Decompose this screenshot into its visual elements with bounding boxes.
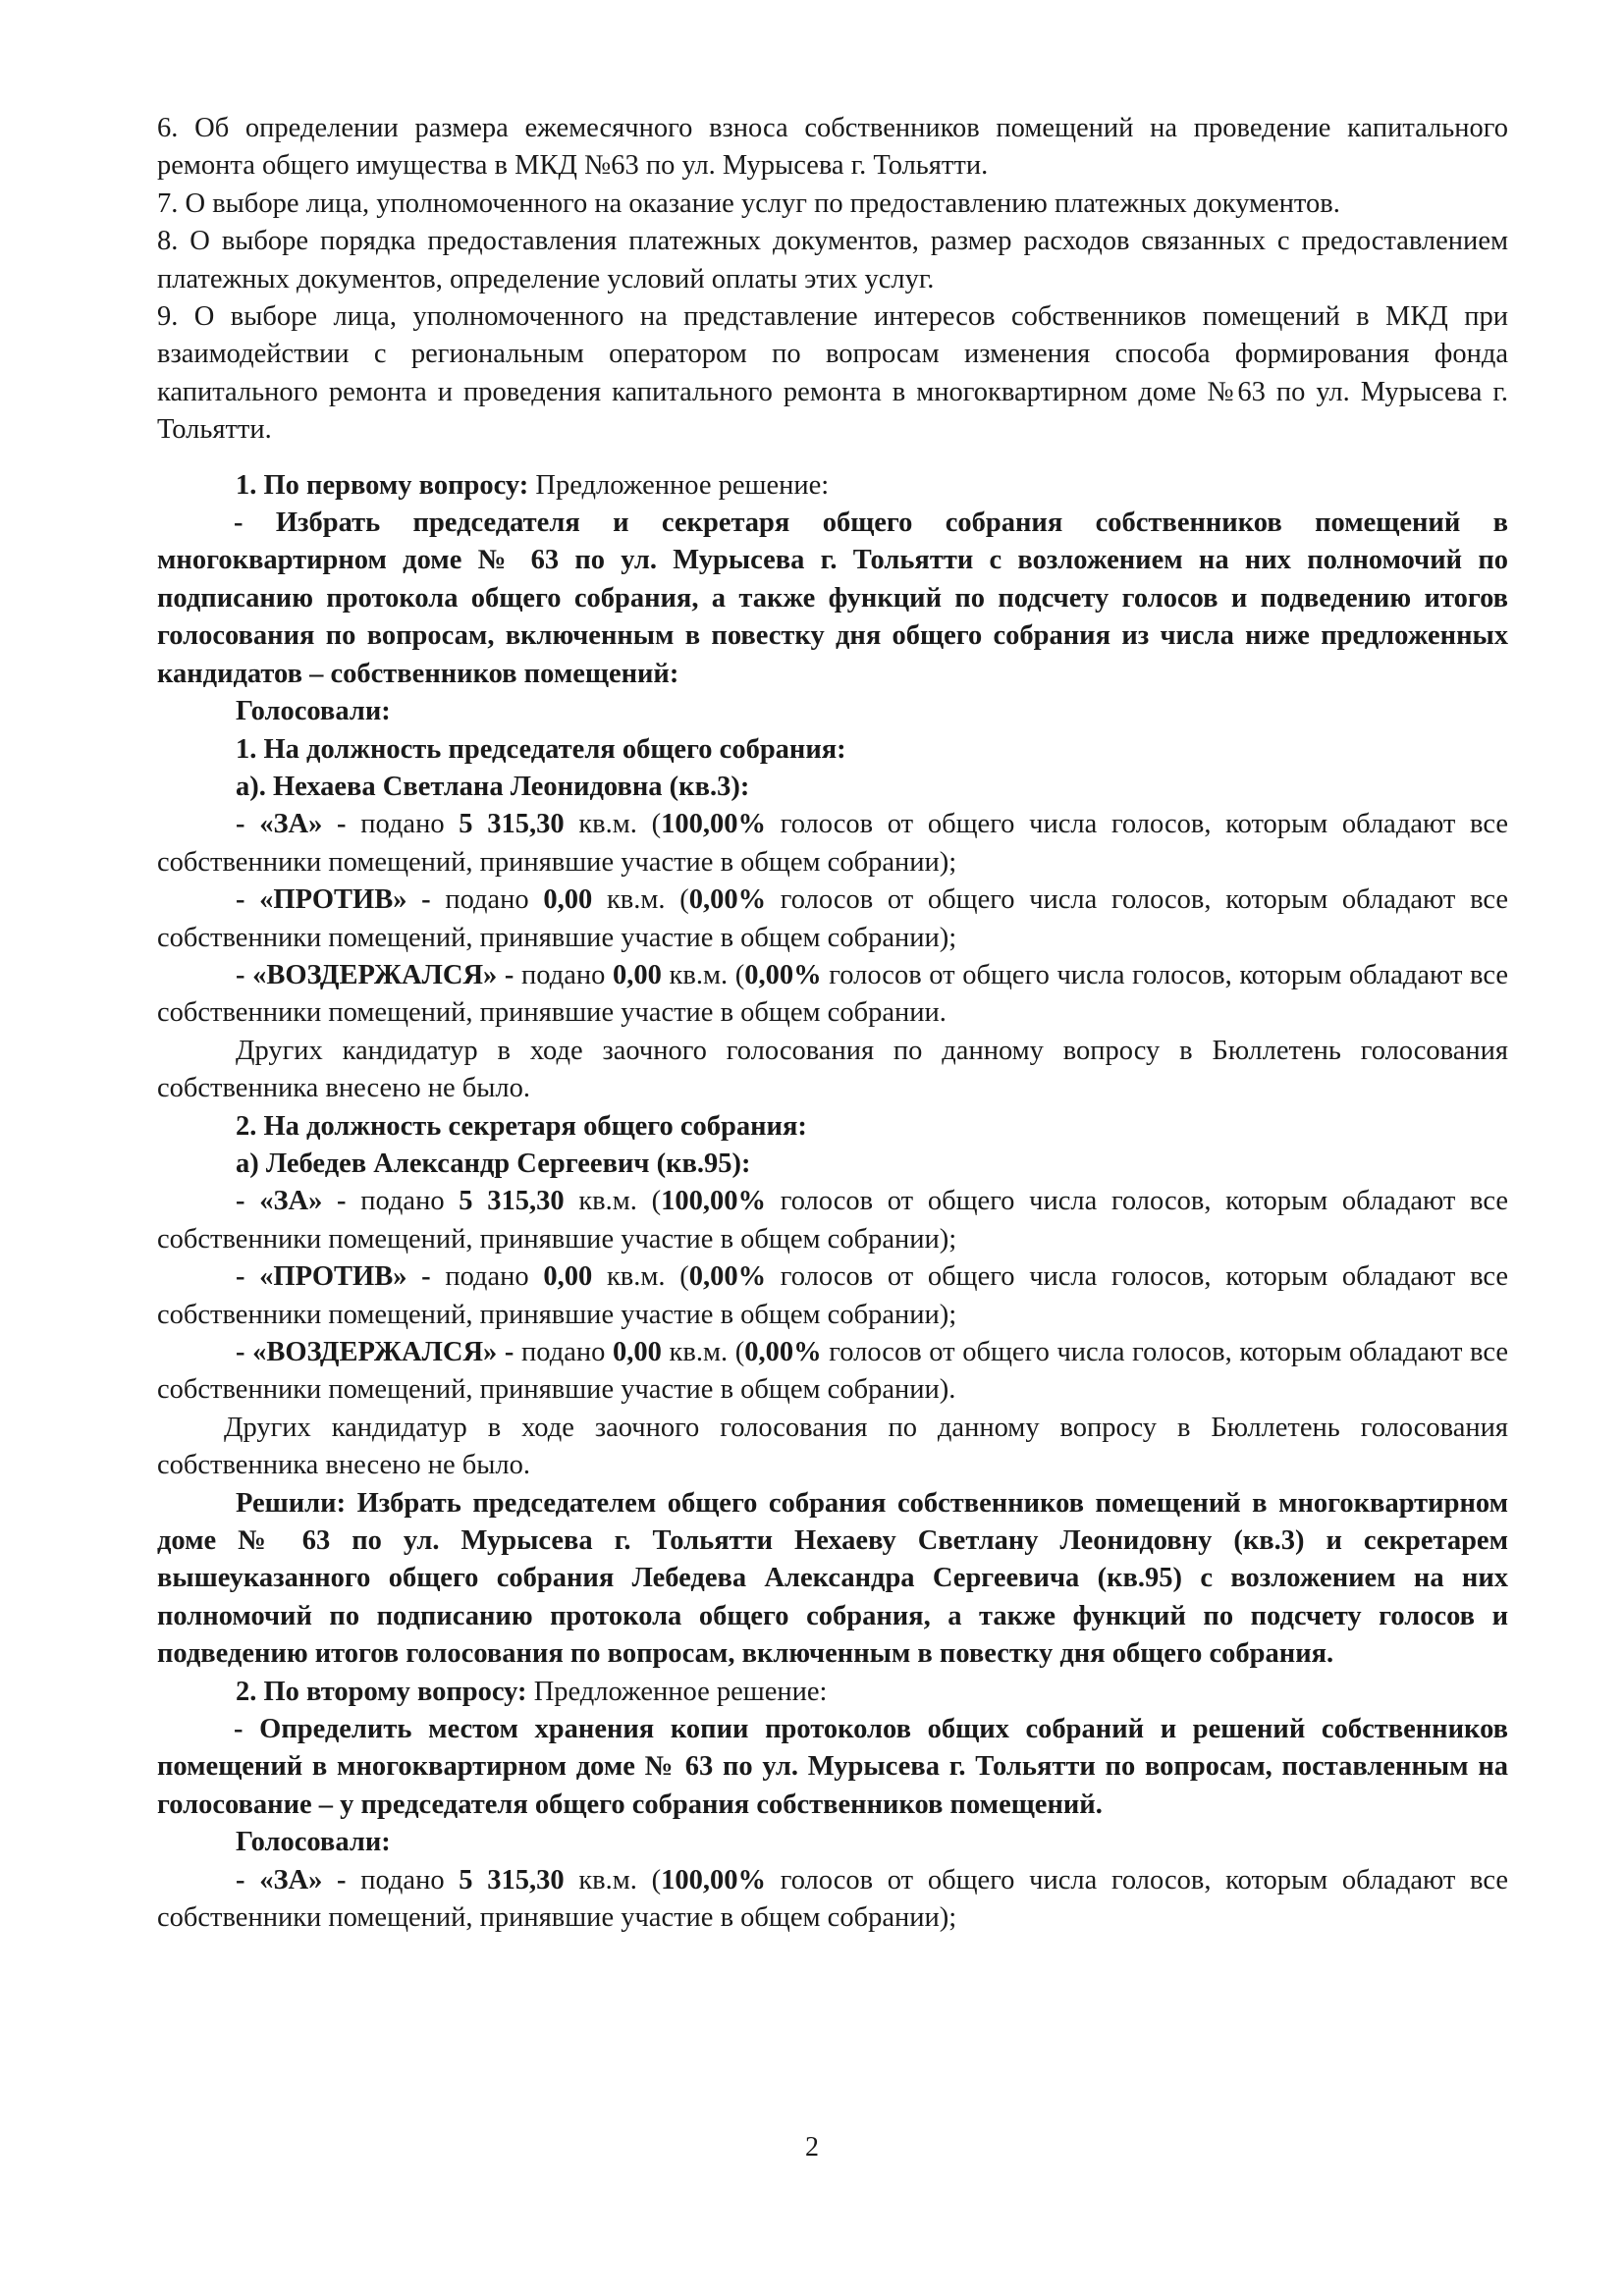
vote-line-for: - «ЗА» - подано 5 315,30 кв.м. (100,00% голосов от общего числа голосов, которым обладают все собственники помещений, принявшие участие в общем собрании); [157, 1186, 1508, 1255]
spacer [157, 450, 1508, 467]
q2-heading: 2. По второму вопросу: [236, 1676, 527, 1707]
q1-proposed: Предложенное решение: [528, 469, 830, 501]
agenda-item-7: 7. О выборе лица, уполномоченного на оказание услуг по предоставлению платежных документов. [157, 187, 1340, 219]
vote-line-for: - «ЗА» - подано 5 315,30 кв.м. (100,00% голосов от общего числа голосов, которым обладают все собственники помещений, принявшие участие в общем собрании); [157, 1864, 1508, 1934]
q1-secretary-name: а) Лебедев Александр Сергеевич (кв.95): [236, 1148, 751, 1179]
q1-secretary-title: 2. На должность секретаря общего собрания: [236, 1110, 807, 1142]
q1-resolved: Решили: Избрать председателем общего собрания собственников помещений в многоквартирном доме № 63 по ул. Мурысева г. Тольятти Нехаеву Светлану Леонидовну (кв.3) и секретарем вышеуказанного общего собрания Лебедева Александра Сергеевича (кв.95) с возложением на них полномочий по подписанию протокола общего собрания, а также функций по подсчету голосов и подведению итогов голосования по вопросам, включенным в повестку дня общего собрания. [157, 1487, 1508, 1670]
q2-proposed: Предложенное решение: [526, 1676, 828, 1707]
q1-voted: Голосовали: [236, 696, 391, 727]
q1-heading: 1. По первому вопросу: [236, 469, 529, 501]
q2-voted: Голосовали: [236, 1827, 391, 1858]
q1-chair-other: Других кандидатур в ходе заочного голосования по данному вопросу в Бюллетень голосования собственника внесено не было. [157, 1035, 1508, 1104]
q2-heading-line [157, 1674, 1508, 1711]
q1-chair-name: а). Нехаева Светлана Леонидовна (кв.3): [236, 771, 750, 802]
vote-line-for: - «ЗА» - подано 5 315,30 кв.м. (100,00% голосов от общего числа голосов, которым обладают все собственники помещений, принявшие участие в общем собрании); [157, 809, 1508, 878]
agenda-item-8: 8. О выборе порядка предоставления платежных документов, размер расходов связанных с предоставлением платежных документов, определение условий оплаты этих услуг. [157, 226, 1508, 294]
vote-line-abstain: - «ВОЗДЕРЖАЛСЯ» - подано 0,00 кв.м. (0,00% голосов от общего числа голосов, которым обладают все собственники помещений, принявшие участие в общем собрании. [157, 959, 1508, 1029]
q1-chair-title: 1. На должность председателя общего собрания: [236, 733, 846, 765]
agenda-item-9: 9. О выборе лица, уполномоченного на представление интересов собственников помещений в МКД при взаимодействии с региональным оператором по вопросам изменения способа формирования фонда капитального ремонта и проведения капитального ремонта в многоквартирном доме №63 по ул. Мурысева г. Тольятти. [157, 301, 1508, 446]
q1-decision: - Избрать председателя и секретаря общего собрания собственников помещений в многоквартирном доме № 63 по ул. Мурысева г. Тольятти с возложением на них полномочий по подписанию протокола общего собрания, а также функций по подсчету голосов и подведению итогов голосования по вопросам, включенным в повестку дня общего собрания из числа ниже предложенных кандидатов – собственников помещений: [157, 507, 1508, 689]
page-number: 2 [805, 2132, 819, 2163]
q1-secretary-other: Других кандидатур в ходе заочного голосования по данному вопросу в Бюллетень голосования собственника внесено не было. [157, 1412, 1508, 1481]
vote-line-abstain: - «ВОЗДЕРЖАЛСЯ» - подано 0,00 кв.м. (0,00% голосов от общего числа голосов, которым обладают все собственники помещений, принявшие участие в общем собрании). [157, 1337, 1508, 1406]
q1-heading-line [157, 467, 1508, 505]
vote-line-against: - «ПРОТИВ» - подано 0,00 кв.м. (0,00% голосов от общего числа голосов, которым обладают все собственники помещений, принявшие участие в общем собрании); [157, 884, 1508, 953]
vote-line-against: - «ПРОТИВ» - подано 0,00 кв.м. (0,00% голосов от общего числа голосов, которым обладают все собственники помещений, принявшие участие в общем собрании); [157, 1261, 1508, 1330]
document-page [157, 110, 1508, 1938]
q2-decision: - Определить местом хранения копии протоколов общих собраний и решений собственников помещений в многоквартирном доме № 63 по ул. Мурысева г. Тольятти по вопросам, поставленным на голосование – у председателя общего собрания собственников помещений. [157, 1714, 1508, 1820]
agenda-item-6: 6. Об определении размера ежемесячного взноса собственников помещений на проведение капитального ремонта общего имущества в МКД №63 по ул. Мурысева г. Тольятти. [157, 113, 1508, 182]
